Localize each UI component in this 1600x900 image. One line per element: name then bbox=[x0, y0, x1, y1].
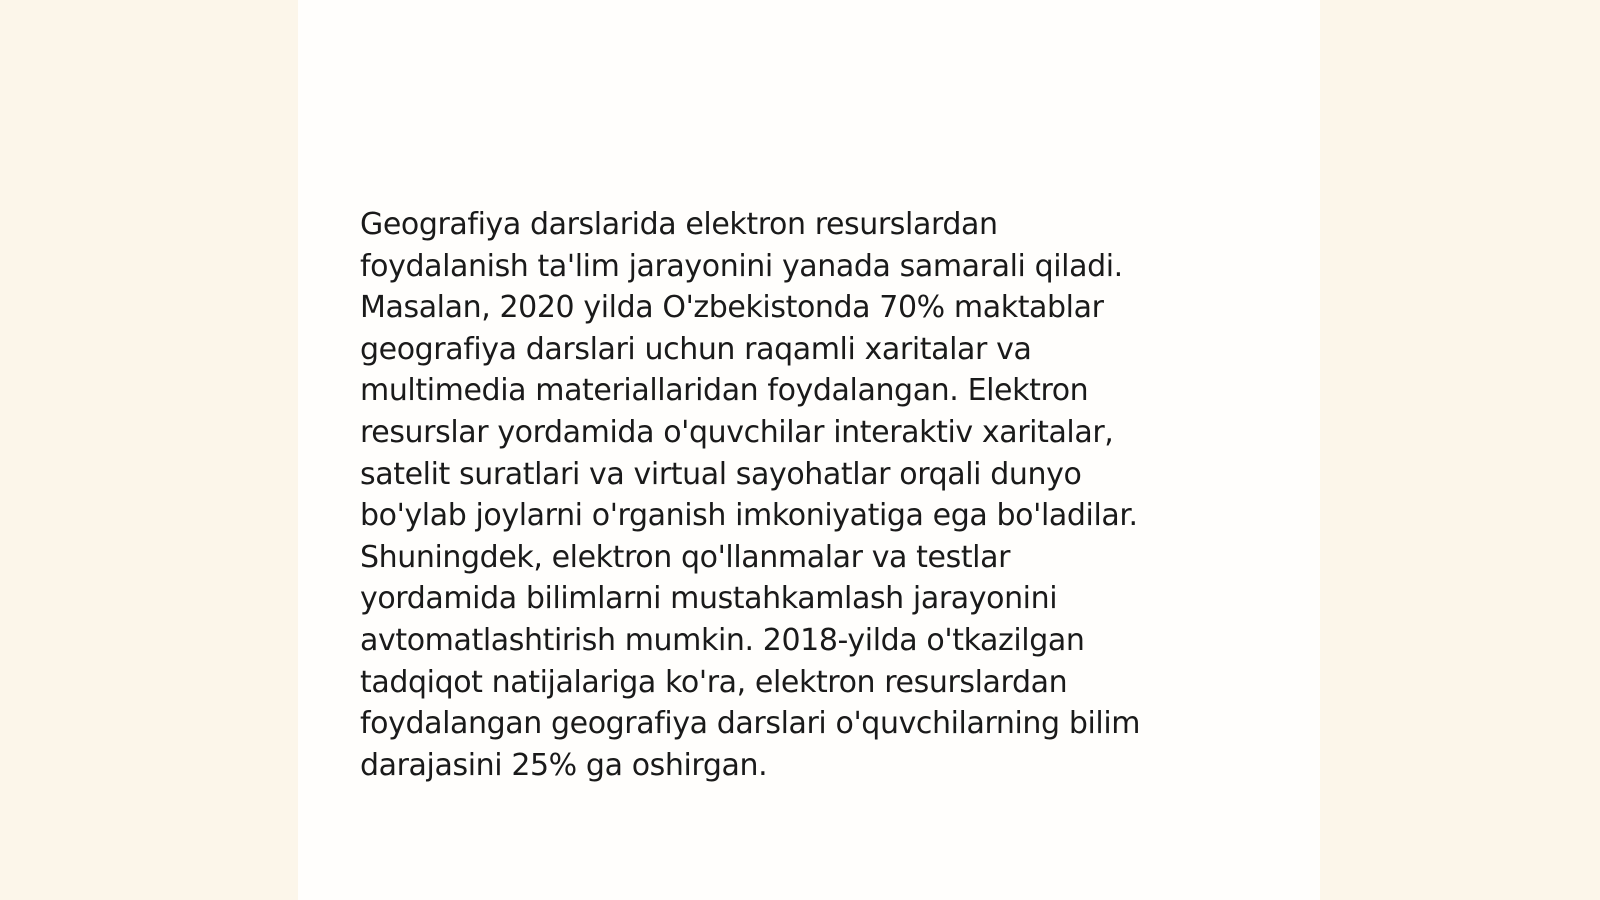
slide-page bbox=[298, 0, 1320, 900]
left-margin-panel bbox=[0, 0, 298, 900]
right-margin-panel bbox=[1320, 0, 1600, 900]
slide-body-text: Geografiya darslarida elektron resurslardan foydalanish ta'lim jarayonini yanada samarali qiladi. Masalan, 2020 yilda O'zbekistonda 70% maktablar geografiya darslari uchun raqamli xaritalar va multimedia materiallaridan foydalangan. Elektron resurslar yordamida o'quvchilar interaktiv xaritalar, satelit suratlari va virtual sayohatlar orqali dunyo bo'ylab joylarni o'rganish imkoniyatiga ega bo'ladilar. Shuningdek, elektron qo'llanmalar va testlar yordamida bilimlarni mustahkamlash jarayonini avtomatlashtirish mumkin. 2018-yilda o'tkazilgan tadqiqot natijalariga ko'ra, elektron resurslardan foydalangan geografiya darslari o'quvchilarning bilim darajasini 25% ga oshirgan. bbox=[360, 207, 1141, 783]
